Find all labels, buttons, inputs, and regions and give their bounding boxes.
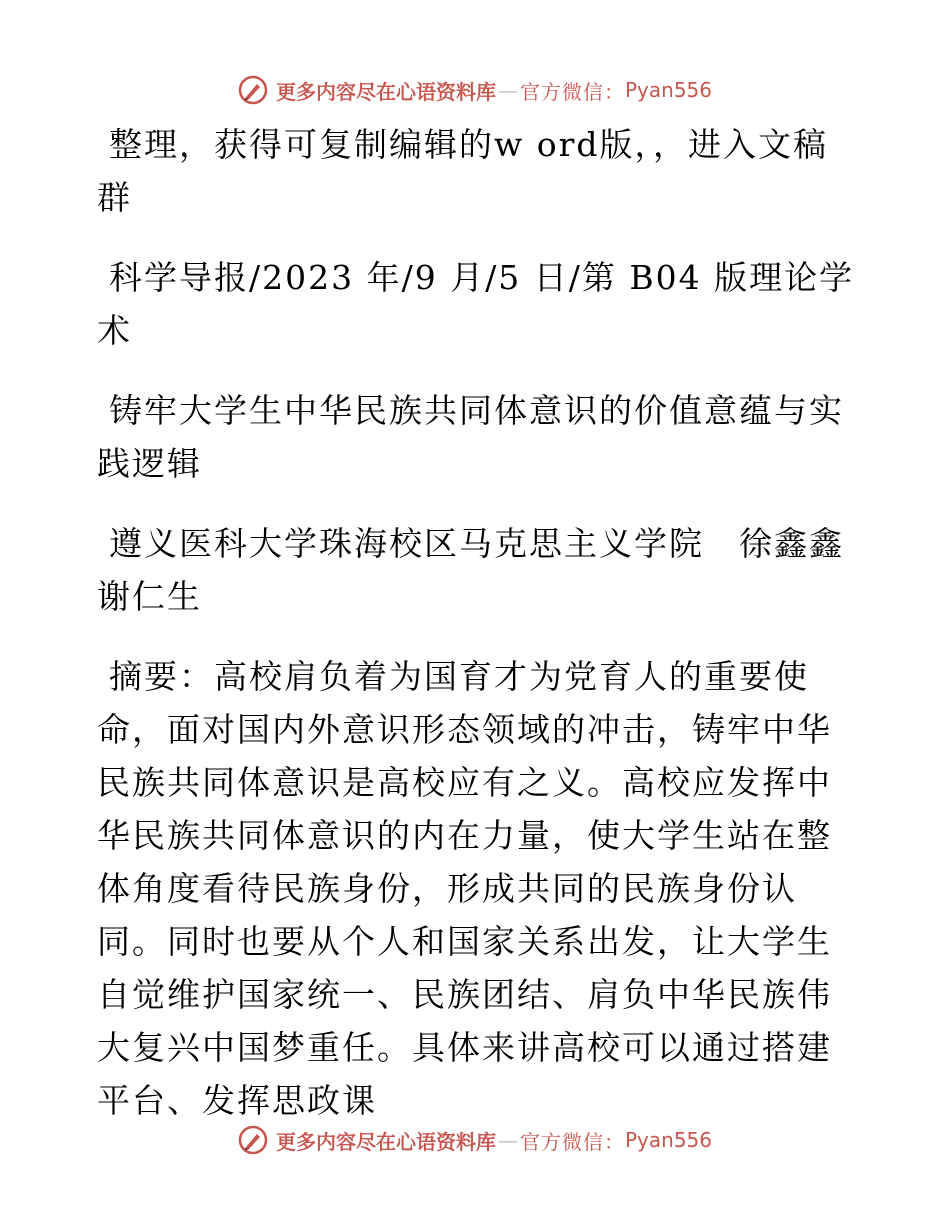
paragraph-intro [97, 118, 857, 224]
article-authors-text: 遵义医科大学珠海校区马克思主义学院 徐鑫鑫谢仁生 [97, 524, 844, 616]
paragraph-source [97, 251, 857, 357]
watermark-header [0, 72, 950, 108]
watermark-separator: — [497, 78, 518, 102]
watermark-handle: Pyan556 [624, 78, 712, 102]
watermark-brand: 更多内容尽在心语资料库 [275, 79, 496, 104]
watermark-official-label: 官方微信： [519, 1129, 625, 1154]
pen-logo-icon [238, 75, 268, 105]
document-body [97, 118, 857, 1154]
watermark-separator: — [497, 1128, 518, 1152]
article-authors [97, 517, 857, 623]
watermark-footer [0, 1122, 950, 1158]
watermark-handle: Pyan556 [624, 1128, 712, 1152]
article-abstract [97, 650, 857, 1127]
paragraph-intro-text: 整理，获得可复制编辑的w ord版，，进入文稿群 [97, 125, 829, 217]
pen-logo-icon [238, 1125, 268, 1155]
article-title-text: 铸牢大学生中华民族共同体意识的价值意蕴与实践逻辑 [97, 391, 844, 483]
article-title [97, 384, 857, 490]
watermark-official-label: 官方微信： [519, 79, 625, 104]
article-abstract-text: 摘要：高校肩负着为国育才为党育人的重要使命，面对国内外意识形态领域的冲击，铸牢中华民族共同体意识是高校应有之义。高校应发挥中华民族共同体意识的内在力量，使大学生站在整体角度看待民族身份，形成共同的民族身份认同。同时也要从个人和国家关系出发，让大学生自觉维护国家统一、民族团结、肩负中华民族伟大复兴中国梦重任。具体来讲高校可以通过搭建平台、发挥思政课 [97, 657, 832, 1120]
watermark-brand: 更多内容尽在心语资料库 [275, 1129, 496, 1154]
paragraph-source-text: 科学导报/2023 年/9 月/5 日/第 B04 版理论学术 [97, 258, 855, 350]
